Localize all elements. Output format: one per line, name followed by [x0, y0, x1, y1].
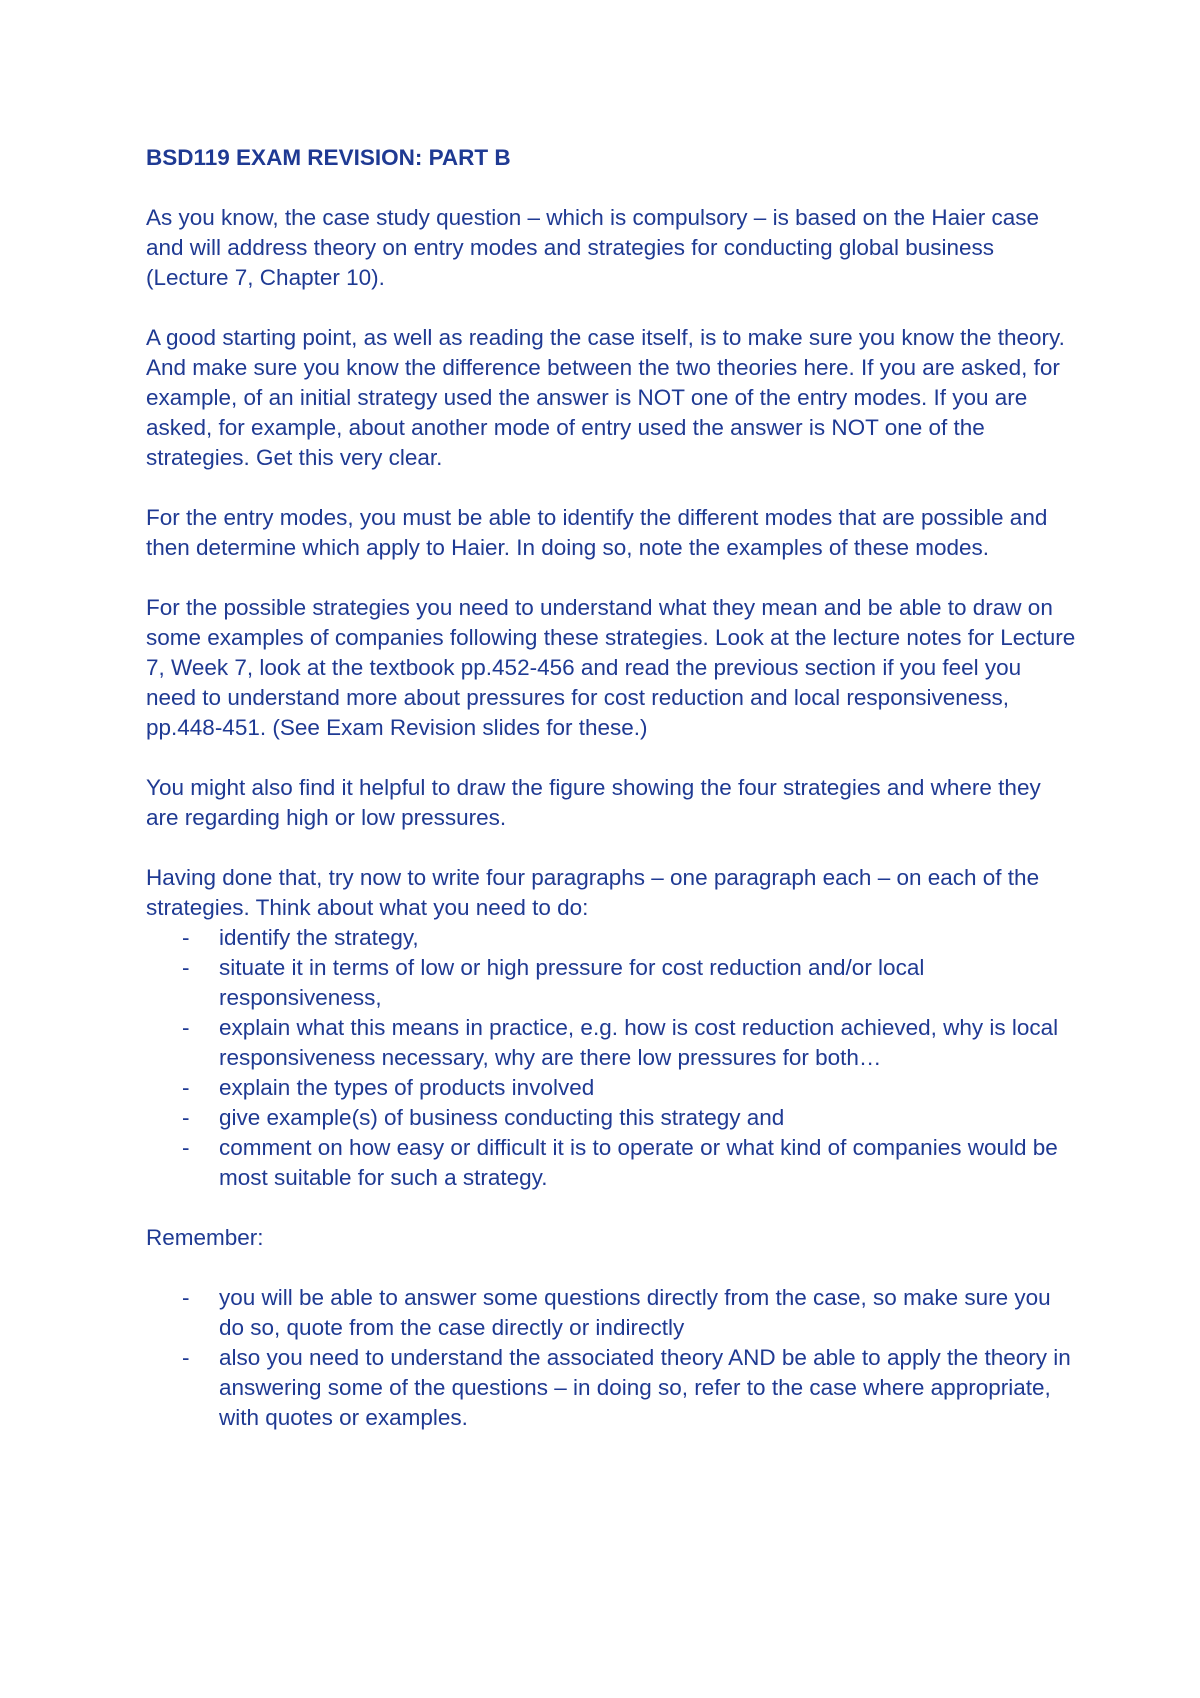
remember-label: Remember: — [146, 1225, 264, 1250]
list-item — [146, 1103, 1076, 1133]
list-item-text: you will be able to answer some questions directly from the case, so make sure you do so, quote from the case directly or indirectly — [219, 1285, 1051, 1340]
list-item-text: explain what this means in practice, e.g. how is cost reduction achieved, why is local responsiveness necessary, why are there low pressures for both… — [219, 1015, 1059, 1070]
list-item — [146, 1283, 1076, 1343]
list-item — [146, 1073, 1076, 1103]
list-item — [146, 1343, 1076, 1433]
dash-bullet: - — [182, 1015, 190, 1040]
dash-bullet: - — [182, 925, 190, 950]
dash-bullet: - — [182, 955, 190, 980]
list-item-text: situate it in terms of low or high pressure for cost reduction and/or local responsiveness, — [219, 955, 925, 1010]
paragraph-strategies: For the possible strategies you need to understand what they mean and be able to draw on some examples of companies following these strategies. Look at the lecture notes for Lecture 7, Week 7, look at the textbook pp.452-456 and read the previous section if you feel you need to understand more about pressures for cost reduction and local responsiveness, pp.448-451. (See Exam Revision slides for these.) — [146, 595, 1076, 740]
dash-bullet: - — [182, 1135, 190, 1160]
paragraph-figure: You might also find it helpful to draw the figure showing the four strategies and where they are regarding high or low pressures. — [146, 775, 1041, 830]
paragraph-entry-modes: For the entry modes, you must be able to identify the different modes that are possible and then determine which apply to Haier. In doing so, note the examples of these modes. — [146, 505, 1048, 560]
paragraph-starting-point: A good starting point, as well as reading the case itself, is to make sure you know the theory. And make sure you know the difference between the two theories here. If you are asked, for example, of an initial strategy used the answer is NOT one of the entry modes. If you are asked, for example, about another mode of entry used the answer is NOT one of the strategies. Get this very clear. — [146, 325, 1065, 470]
paragraph-four-paragraphs: Having done that, try now to write four paragraphs – one paragraph each – on each of the strategies. Think about what you need to do: — [146, 865, 1040, 920]
dash-bullet: - — [182, 1075, 190, 1100]
list-item — [146, 923, 1076, 953]
list-item-text: explain the types of products involved — [219, 1075, 595, 1100]
paragraph-case-study: As you know, the case study question – which is compulsory – is based on the Haier case and will address theory on entry modes and strategies for conducting global business (Lecture 7, Chapter 10). — [146, 205, 1039, 290]
list-item — [146, 953, 1076, 1013]
todo-list — [146, 923, 1076, 1193]
dash-bullet: - — [182, 1345, 190, 1370]
list-item — [146, 1013, 1076, 1073]
document-title: BSD119 EXAM REVISION: PART B — [146, 145, 511, 170]
remember-list — [146, 1283, 1076, 1433]
document-body — [146, 143, 1076, 1463]
list-item — [146, 1133, 1076, 1193]
dash-bullet: - — [182, 1285, 190, 1310]
list-item-text: also you need to understand the associated theory AND be able to apply the theory in answering some of the questions – in doing so, refer to the case where appropriate, with quotes or examples. — [219, 1345, 1071, 1430]
dash-bullet: - — [182, 1105, 190, 1130]
list-item-text: give example(s) of business conducting this strategy and — [219, 1105, 785, 1130]
list-item-text: identify the strategy, — [219, 925, 419, 950]
list-item-text: comment on how easy or difficult it is to operate or what kind of companies would be most suitable for such a strategy. — [219, 1135, 1058, 1190]
